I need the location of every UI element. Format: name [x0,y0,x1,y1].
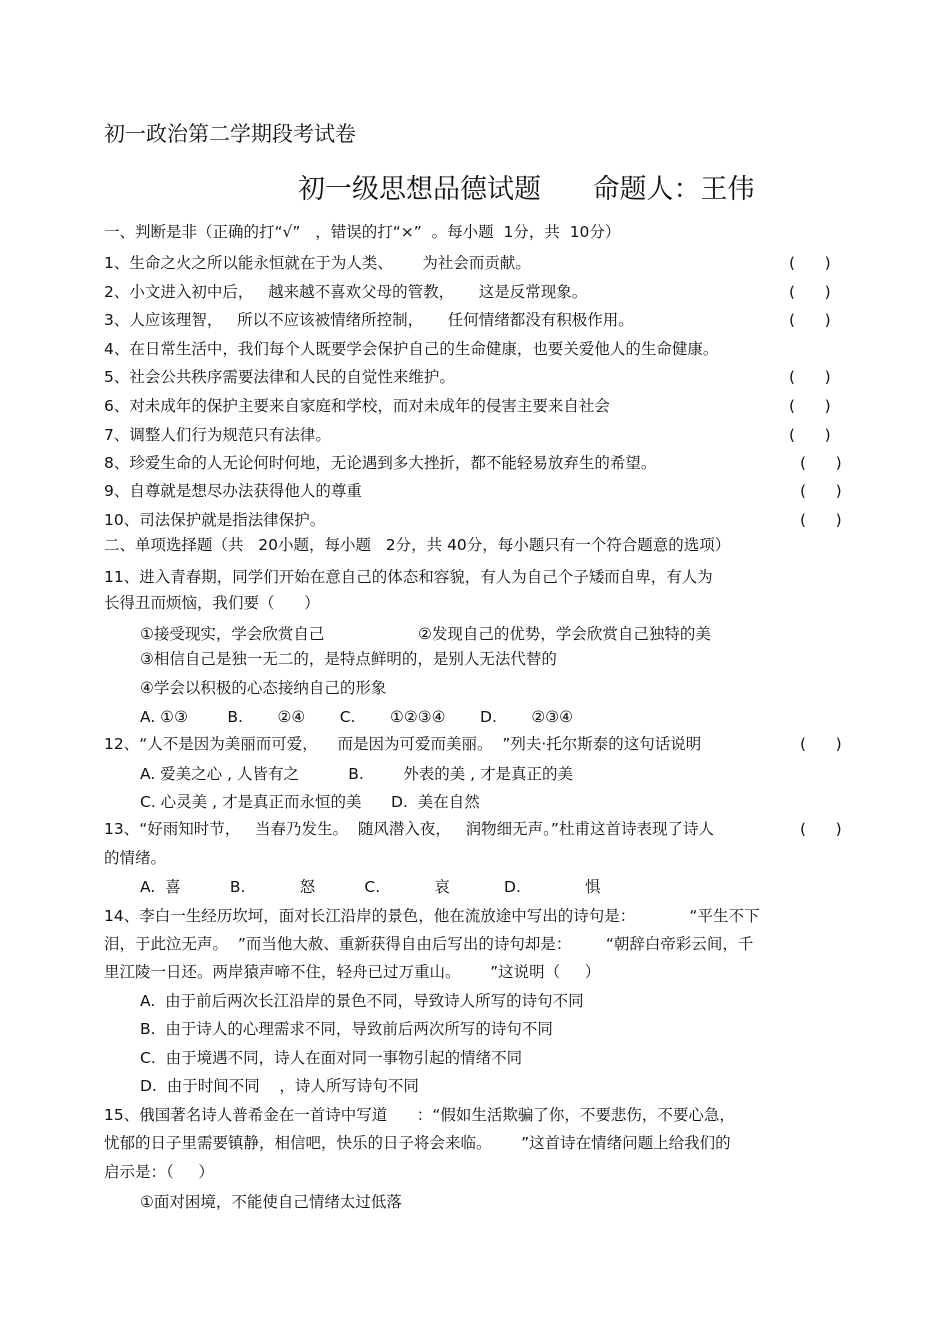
q11-option-1: ①接受现实，学会欣赏自己 [140,625,325,643]
judge-item-9: 9、自尊就是想尽办法获得他人的尊重 [104,482,362,500]
answer-paren-6: ( ) [789,397,831,415]
judge-item-5: 5、社会公共秩序需要法律和人民的自觉性来维护。 [104,368,455,386]
section2-heading: 二、单项选择题（共 20小题，每小题 2分，共 40分，每小题只有一个符合题意的选项） [104,536,731,554]
q11-stem-line2: 长得丑而烦恼，我们要（ ） [104,594,320,612]
judge-item-2: 2、小文进入初中后， 越来越不喜欢父母的管教， 这是反常现象。 [104,283,588,301]
q11-choices: A. ①③ B. ②④ C. ①②③④ D. ②③④ [140,708,574,726]
q15-option-1: ①面对困境，不能使自己情绪太过低落 [140,1193,402,1211]
q12-stem: 12、“人不是因为美丽而可爱， 而是因为可爱而美丽。 ”列夫·托尔斯泰的这句话说明 [104,735,702,753]
q12-answer-paren: ( ) [800,735,842,753]
q14-stem-line3: 里江陵一日还。两岸猿声啼不住，轻舟已过万重山。 ”这说明（ ） [104,963,601,981]
judge-item-8: 8、珍爱生命的人无论何时何地，无论遇到多大挫折，都不能轻易放弃生的希望。 [104,454,657,472]
judge-item-4: 4、在日常生活中，我们每个人既要学会保护自己的生命健康，也要关爱他人的生命健康。 [104,340,719,358]
answer-paren-10: ( ) [800,511,842,529]
q11-option-2: ②发现自己的优势，学会欣赏自己独特的美 [418,625,711,643]
answer-paren-1: ( ) [789,254,831,272]
q12-choices-cd: C. 心灵美 , 才是真正而永恒的美 D. 美在自然 [140,793,480,811]
exam-title: 初一政治第二学期段考试卷 [104,122,356,146]
section1-heading: 一、判断是非（正确的打“√” ，错误的打“×” 。每小题 1分，共 10分） [104,223,621,241]
answer-paren-9: ( ) [800,482,842,500]
q11-stem-line1: 11、进入青春期，同学们开始在意自己的体态和容貌，有人为自己个子矮而自卑，有人为 [104,568,713,586]
q14-stem-line2: 泪，于此泣无声。 ”而当他大赦、重新获得自由后写出的诗句却是： “朝辞白帝彩云间，千 [104,935,754,953]
q14-option-a: A. 由于前后两次长江沿岸的景色不同，导致诗人所写的诗句不同 [140,992,584,1010]
q12-choices-ab: A. 爱美之心 , 人皆有之 B. 外表的美 , 才是真正的美 [140,765,573,783]
q14-option-b: B. 由于诗人的心理需求不同，导致前后两次所写的诗句不同 [140,1020,553,1038]
answer-paren-8: ( ) [800,454,842,472]
q13-choices: A. 喜 B. 怒 C. 哀 D. 惧 [140,878,601,896]
q15-stem-line2: 忧郁的日子里需要镇静，相信吧，快乐的日子将会来临。 ”这首诗在情绪问题上给我们的 [104,1134,731,1152]
judge-item-7: 7、调整人们行为规范只有法律。 [104,426,331,444]
judge-item-6: 6、对未成年的保护主要来自家庭和学校，而对未成年的侵害主要来自社会 [104,397,610,415]
q11-option-3: ③相信自己是独一无二的，是特点鲜明的，是别人无法代替的 [140,650,557,668]
q15-stem-line1: 15、俄国著名诗人普希金在一首诗中写道 ：“假如生活欺骗了你，不要悲伤，不要心急， [104,1106,735,1124]
q14-stem-line1: 14、李白一生经历坎坷，面对长江沿岸的景色，他在流放途中写出的诗句是： “平生不下 [104,907,760,925]
q14-option-d: D. 由于时间不同 ，诗人所写诗句不同 [140,1077,419,1095]
exam-subtitle: 初一级思想品德试题 命题人：王伟 [298,174,755,205]
judge-item-1: 1、生命之火之所以能永恒就在于为人类、 为社会而贡献。 [104,254,531,272]
answer-paren-3: ( ) [789,311,831,329]
answer-paren-7: ( ) [789,426,831,444]
answer-paren-5: ( ) [789,368,831,386]
q15-stem-line3: 启示是：（ ） [104,1163,214,1181]
answer-paren-2: ( ) [789,283,831,301]
judge-item-10: 10、司法保护就是指法律保护。 [104,511,326,529]
q13-answer-paren: ( ) [800,820,842,838]
q11-option-4: ④学会以积极的心态接纳自己的形象 [140,679,387,697]
q13-stem-line1: 13、“好雨知时节， 当春乃发生。 随风潜入夜， 润物细无声。”杜甫这首诗表现了诗人 [104,820,714,838]
judge-item-3: 3、人应该理智， 所以不应该被情绪所控制， 任何情绪都没有积极作用。 [104,311,634,329]
q14-option-c: C. 由于境遇不同，诗人在面对同一事物引起的情绪不同 [140,1049,523,1067]
q13-stem-line2: 的情绪。 [104,849,167,867]
